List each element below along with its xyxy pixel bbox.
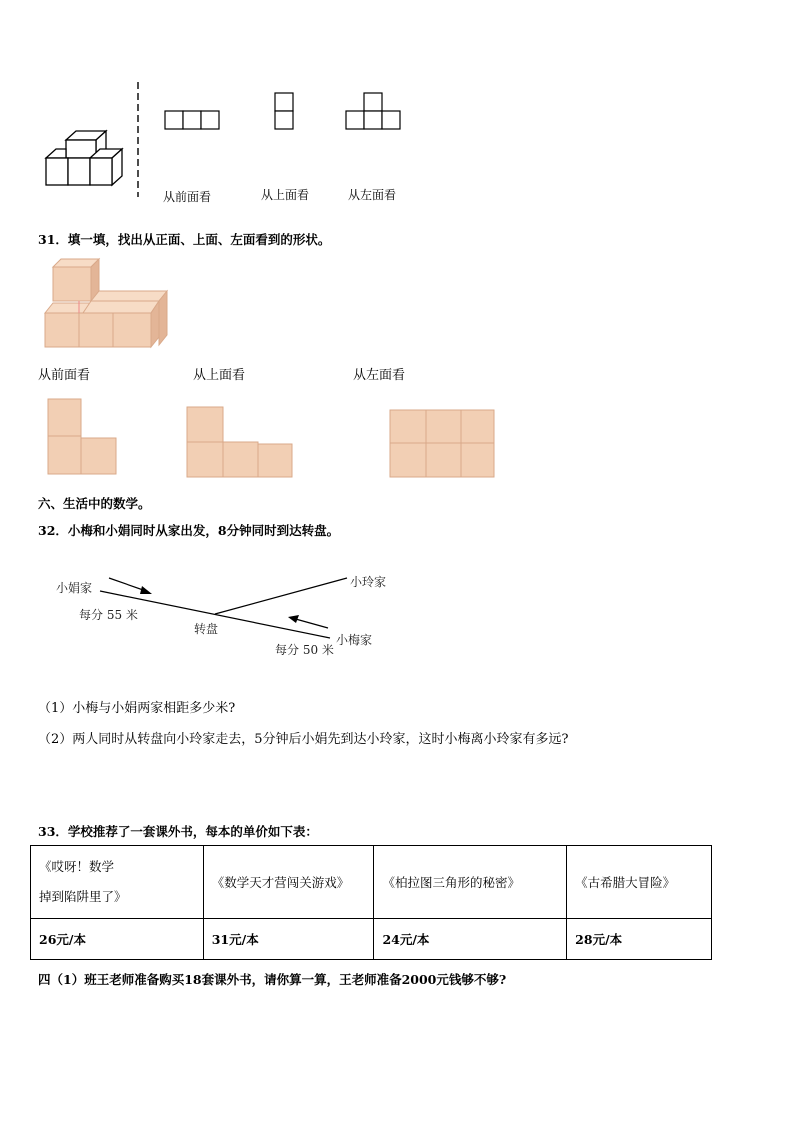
label-xiaojuan-home: 小娟家 <box>56 581 93 595</box>
q31-cube-figure <box>43 257 178 349</box>
table-row <box>31 919 712 960</box>
book-name-2: 《数学天才营闯关游戏》 <box>203 846 374 919</box>
question-32-sub-1: （1）小梅与小娟两家相距多少米? <box>38 701 236 716</box>
book-name-1-line-1: 《哎呀！数学 <box>39 859 115 874</box>
book-price-2: 31元/本 <box>203 919 374 960</box>
top-view-shape <box>274 92 296 132</box>
book-price-1: 26元/本 <box>31 919 204 960</box>
cube-stack-figure <box>44 128 134 198</box>
front-view-shape <box>164 110 224 132</box>
q31-front-label: 从前面看 <box>38 368 91 383</box>
book-name-3: 《柏拉图三角形的秘密》 <box>374 846 567 919</box>
dashed-divider <box>136 82 140 202</box>
top-top-label: 从上面看 <box>261 188 310 202</box>
q31-top-label: 从上面看 <box>193 368 246 383</box>
question-32-title: 32．小梅和小娟同时从家出发，8分钟同时到达转盘。 <box>38 523 340 538</box>
book-name-1-line-2: 掉到陷阱里了》 <box>39 889 127 904</box>
top-left-label: 从左面看 <box>348 188 397 202</box>
left-view-shape <box>345 92 405 132</box>
question-32-sub-2: （2）两人同时从转盘向小玲家走去，5分钟后小娟先到达小玲家，这时小梅离小玲家有多远? <box>38 732 569 747</box>
q31-left-label: 从左面看 <box>353 368 406 383</box>
label-speed-mei: 每分 50 米 <box>275 643 334 657</box>
book-name-4: 《古希腊大冒险》 <box>567 846 712 919</box>
label-roundabout: 转盘 <box>194 622 219 636</box>
label-xiaomei-home: 小梅家 <box>336 633 373 647</box>
question-33-ask: 四（1）班王老师准备购买18套课外书，请你算一算，王老师准备2000元钱够不够? <box>38 972 507 987</box>
table-row <box>31 846 712 919</box>
question-33-title: 33．学校推荐了一套课外书，每本的单价如下表： <box>38 824 318 839</box>
table-cell <box>31 846 204 919</box>
q31-left-view <box>389 409 497 479</box>
book-price-3: 24元/本 <box>374 919 567 960</box>
q31-top-view <box>186 406 294 480</box>
label-xiaoling-home: 小玲家 <box>350 575 387 589</box>
book-price-table <box>30 845 712 960</box>
book-price-4: 28元/本 <box>567 919 712 960</box>
label-speed-juan: 每分 55 米 <box>79 608 138 622</box>
q31-front-view <box>47 398 119 478</box>
section-6-title: 六、生活中的数学。 <box>38 496 151 511</box>
top-front-label: 从前面看 <box>163 190 212 204</box>
question-31-title: 31．填一填，找出从正面、上面、左面看到的形状。 <box>38 232 331 247</box>
